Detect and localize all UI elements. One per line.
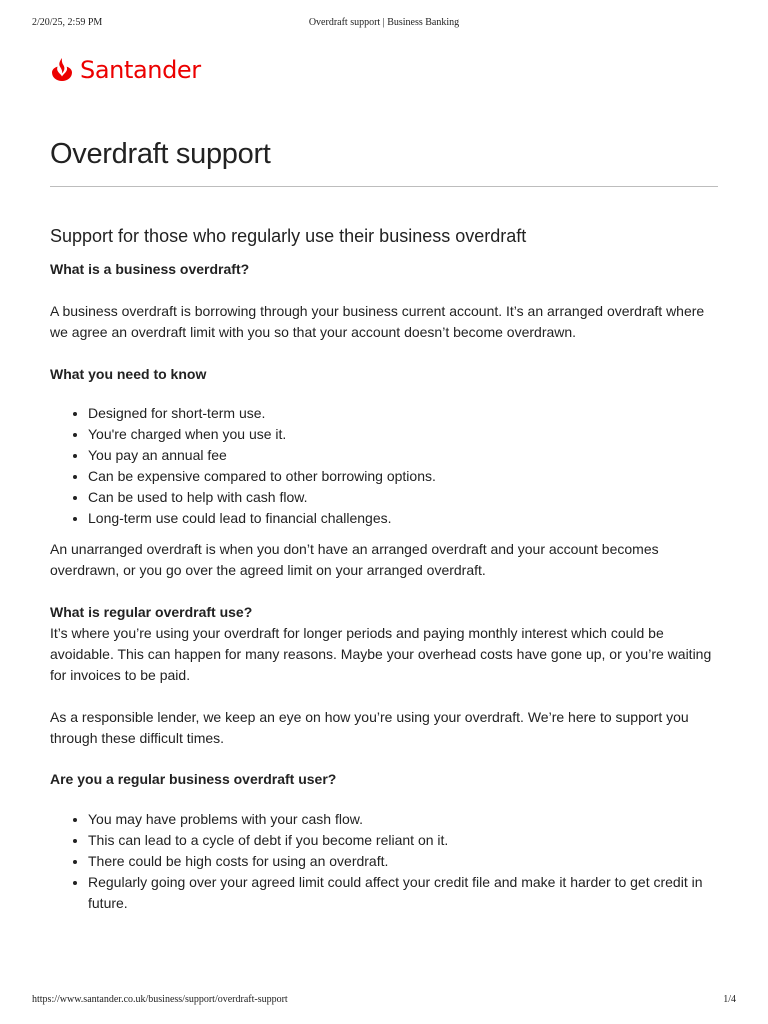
list-item: • You're charged when you use it. (88, 424, 718, 445)
santander-flame-icon (50, 57, 74, 83)
title-divider (50, 186, 718, 187)
print-page-number: 1/4 (723, 994, 736, 1005)
page-title: Overdraft support (50, 138, 271, 170)
list-item: • Regularly going over your agreed limit could affect your credit file and make it harder to get credit in future. (88, 872, 718, 914)
list-regular-user (50, 809, 718, 914)
paragraph-what-is-overdraft: A business overdraft is borrowing through your business current account. It’s an arranged overdraft where we agree an overdraft limit with you so that your account doesn’t become overdrawn. (50, 303, 705, 340)
list-item: • Can be used to help with cash flow. (88, 487, 718, 508)
list-need-to-know (50, 403, 718, 529)
print-datetime: 2/20/25, 2:59 PM (32, 17, 103, 28)
list-item: • You may have problems with your cash flow. (88, 809, 718, 830)
paragraph-regular-use: It’s where you’re using your overdraft for longer periods and paying monthly interest which could be avoidable. This can happen for many reasons. Maybe your overhead costs have gone up, or you’re waiting for invoices to be paid. (50, 625, 712, 683)
list-item: • Long-term use could lead to financial challenges. (88, 508, 718, 529)
heading-regular-user: Are you a regular business overdraft user? (50, 771, 337, 787)
list-item: • This can lead to a cycle of debt if you become reliant on it. (88, 830, 718, 851)
list-item: • You pay an annual fee (88, 445, 718, 466)
heading-what-you-need-to-know: What you need to know (50, 366, 207, 382)
print-url[interactable]: https://www.santander.co.uk/business/support/overdraft-support (32, 994, 288, 1005)
print-page-title: Overdraft support | Business Banking (308, 17, 460, 28)
brand-wordmark: Santander (80, 56, 201, 84)
paragraph-unarranged-overdraft: An unarranged overdraft is when you don’t have an arranged overdraft and your account becomes overdrawn, or you go over the agreed limit on your arranged overdraft. (50, 541, 659, 578)
page-subtitle: Support for those who regularly use their business overdraft (50, 226, 527, 246)
main-content (50, 134, 718, 914)
list-item: • There could be high costs for using an overdraft. (88, 851, 718, 872)
santander-logo[interactable] (50, 57, 201, 83)
list-item: • Can be expensive compared to other borrowing options. (88, 466, 718, 487)
heading-regular-overdraft-use: What is regular overdraft use? (50, 604, 253, 620)
paragraph-responsible-lender: As a responsible lender, we keep an eye on how you’re using your overdraft. We’re here to support you through these difficult times. (50, 709, 689, 746)
list-item: • Designed for short-term use. (88, 403, 718, 424)
heading-what-is-overdraft: What is a business overdraft? (50, 261, 250, 277)
